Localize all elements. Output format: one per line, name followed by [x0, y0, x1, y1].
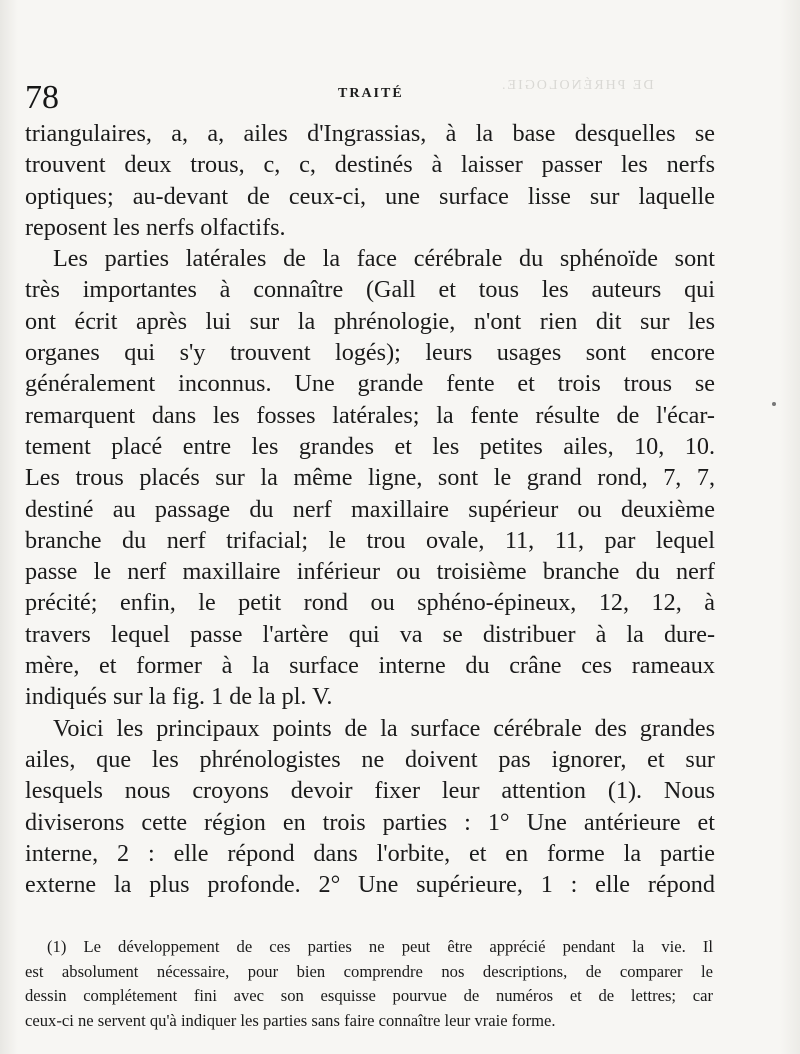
footnote-line: dessin complétement fini avec son esquisse pourvue de numéros et de lettres; car: [25, 986, 713, 1005]
text-line: travers lequel passe l'artère qui va se distribuer à la dure-: [25, 620, 715, 648]
text-line: remarquent dans les fosses latérales; la fente résulte de l'écar-: [25, 401, 715, 429]
text-line: passe le nerf maxillaire inférieur ou troisième branche du nerf: [25, 558, 715, 586]
text-line: reposent les nerfs olfactifs.: [25, 213, 286, 241]
footnote: [25, 935, 713, 1033]
text-line: Les parties latérales de la face cérébrale du sphénoïde sont: [53, 245, 715, 273]
text-line: indiqués sur la fig. 1 de la pl. V.: [25, 683, 333, 711]
text-line: branche du nerf trifacial; le trou ovale, 11, 11, par lequel: [25, 526, 715, 554]
text-line: lesquels nous croyons devoir fixer leur attention (1). Nous: [25, 777, 715, 805]
text-line: très importantes à connaître (Gall et tous les auteurs qui: [25, 276, 715, 304]
text-line: organes qui s'y trouvent logés); leurs usages sont encore: [25, 339, 715, 367]
text-line: mère, et former à la surface interne du crâne ces rameaux: [25, 652, 715, 680]
footnote-line: (1) Le développement de ces parties ne peut être apprécié pendant la vie. Il: [47, 937, 713, 956]
running-head: TRAITÉ: [338, 86, 404, 101]
text-line: diviserons cette région en trois parties : 1° Une antérieure et: [25, 808, 715, 836]
text-line: ont écrit après lui sur la phrénologie, n'ont rien dit sur les: [25, 307, 715, 335]
text-line: trouvent deux trous, c, c, destinés à laisser passer les nerfs: [25, 151, 715, 179]
text-line: externe la plus profonde. 2° Une supérieure, 1 : elle répond: [25, 871, 715, 899]
text-line: précité; enfin, le petit rond ou sphéno-épineux, 12, 12, à: [25, 589, 715, 617]
text-line: triangulaires, a, a, ailes d'Ingrassias, à la base desquelles se: [25, 120, 715, 147]
text-line: généralement inconnus. Une grande fente et trois trous se: [25, 370, 715, 398]
footnote-line: est absolument nécessaire, pour bien comprendre nos descriptions, de comparer le: [25, 961, 713, 981]
text-line: Les trous placés sur la même ligne, sont le grand rond, 7, 7,: [25, 464, 715, 492]
text-line: Voici les principaux points de la surface cérébrale des grandes: [53, 714, 715, 742]
bleed-through-text: DE PHRÉNOLOGIE.: [500, 78, 654, 93]
text-line: destiné au passage du nerf maxillaire supérieur ou deuxième: [25, 495, 715, 523]
text-line: tement placé entre les grandes et les petites ailes, 10, 10.: [25, 432, 715, 460]
footnote-line: ceux-ci ne servent qu'à indiquer les parties sans faire connaître leur vraie forme.: [25, 1010, 556, 1030]
text-line: optiques; au-devant de ceux-ci, une surface lisse sur laquelle: [25, 182, 715, 210]
text-line: interne, 2 : elle répond dans l'orbite, et en forme la partie: [25, 839, 715, 867]
paper-speck: [772, 402, 776, 406]
body-text: [25, 118, 715, 900]
text-line: ailes, que les phrénologistes ne doivent pas ignorer, et sur: [25, 745, 715, 773]
page-number: 78: [25, 79, 59, 116]
